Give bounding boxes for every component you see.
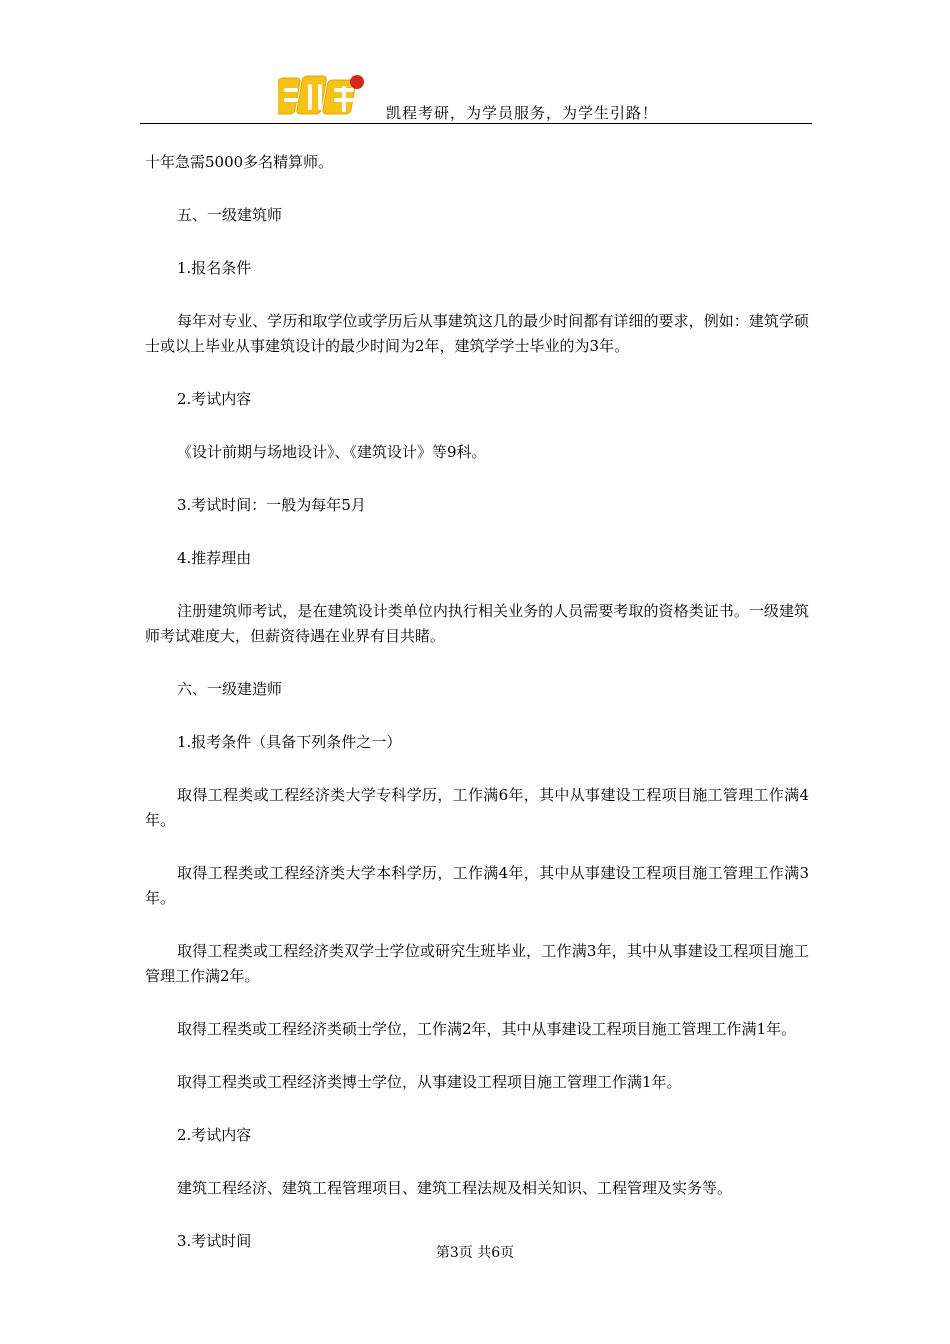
header-slogan: 凯程考研，为学员服务，为学生引路！ [386,104,659,122]
page-number: 第3页 共6页 [435,1245,515,1261]
document-body [145,150,809,1282]
paragraph: 2.考试内容 [177,390,252,408]
header-divider [140,123,812,124]
paragraph: 1.报名条件 [177,259,252,277]
paragraph: 《设计前期与场地设计》、《建筑设计》等9科。 [177,443,487,461]
paragraph: 注册建筑师考试，是在建筑设计类单位内执行相关业务的人员需要考取的资格类证书。一级建筑师考试难度大，但薪资待遇在业界有目共睹。 [145,602,809,645]
paragraph: 4.推荐理由 [177,549,252,567]
paragraph: 2.考试内容 [177,1126,252,1144]
page-header [0,0,950,130]
paragraph: 每年对专业、学历和取学位或学历后从事建筑这几的最少时间都有详细的要求，例如：建筑学硕士或以上毕业从事建筑设计的最少时间为2年，建筑学学士毕业的为3年。 [145,312,809,355]
paragraph: 六、一级建造师 [177,680,283,698]
paragraph: 取得工程类或工程经济类博士学位，从事建设工程项目施工管理工作满1年。 [177,1073,682,1091]
paragraph: 1.报考条件（具备下列条件之一） [177,733,402,751]
paragraph: 取得工程类或工程经济类大学专科学历，工作满6年，其中从事建设工程项目施工管理工作满4年。 [145,786,809,829]
kaicheng-logo [278,70,368,118]
paragraph: 取得工程类或工程经济类大学本科学历，工作满4年，其中从事建设工程项目施工管理工作满3年。 [145,864,809,907]
paragraph: 建筑工程经济、建筑工程管理项目、建筑工程法规及相关知识、工程管理及实务等。 [177,1179,733,1197]
paragraph: 3.考试时间 [177,1232,252,1250]
paragraph: 十年急需5000多名精算师。 [145,153,334,171]
paragraph: 取得工程类或工程经济类双学士学位或研究生班毕业，工作满3年，其中从事建设工程项目施工管理工作满2年。 [145,942,809,985]
paragraph: 五、一级建筑师 [177,206,283,224]
paragraph: 3.考试时间：一般为每年5月 [177,496,366,514]
paragraph: 取得工程类或工程经济类硕士学位，工作满2年，其中从事建设工程项目施工管理工作满1年。 [177,1020,797,1038]
